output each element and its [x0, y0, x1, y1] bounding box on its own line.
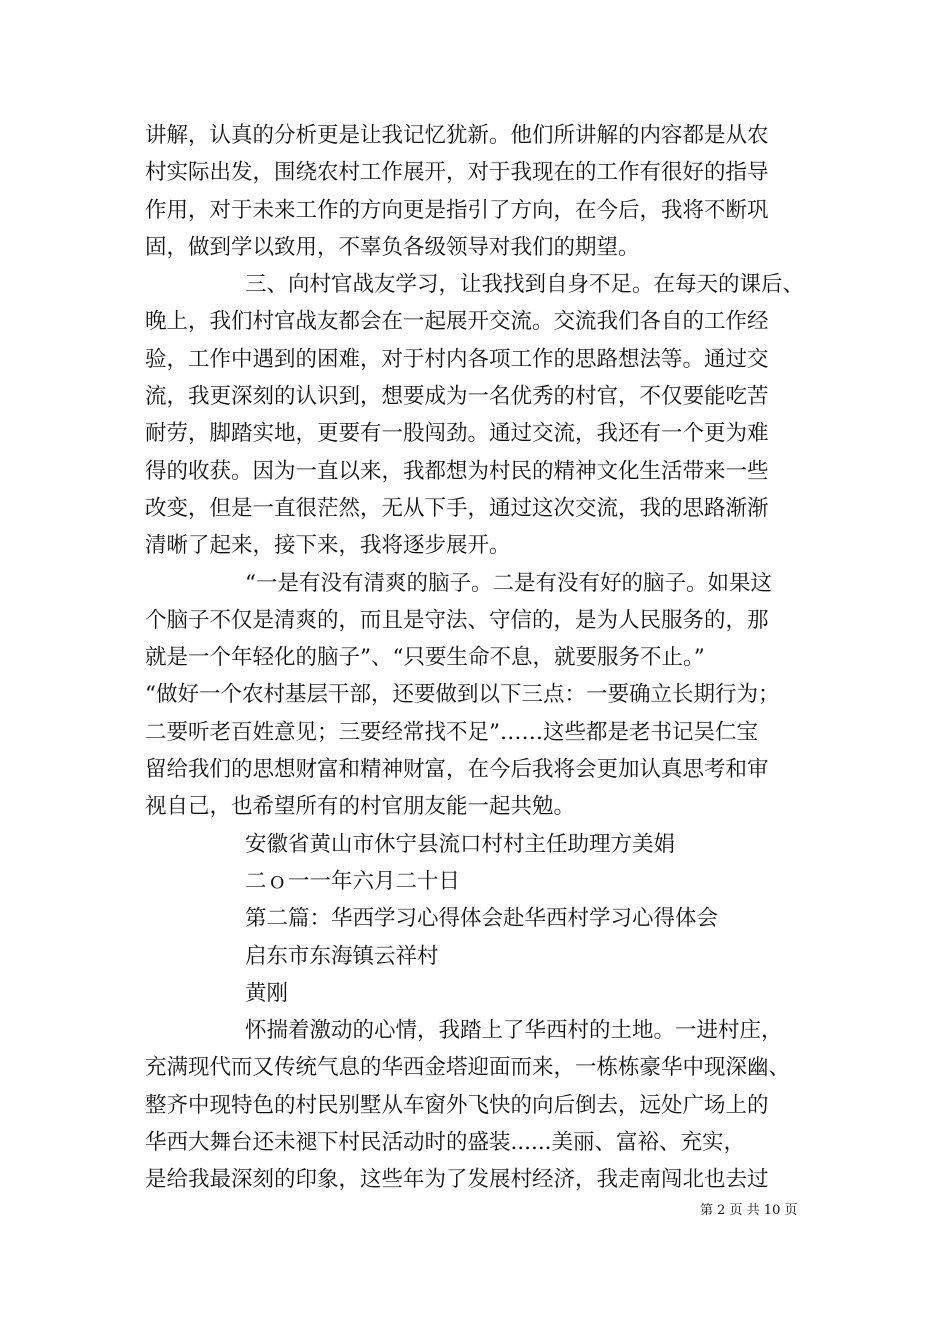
text-line: 就是一个年轻化的脑子”、“只要生命不息，就要服务不止。” — [145, 645, 705, 671]
body-text — [145, 117, 815, 1199]
text-line: 固，做到学以致用，不辜负各级领导对我们的期望。 — [145, 234, 640, 260]
second-article-affiliation: 启东市东海镇云祥村 — [245, 943, 439, 969]
text-line: 整齐中现特色的村民别墅从车窗外飞快的向后倒去，远处广场上的 — [145, 1092, 769, 1118]
text-line: 二要听老百姓意见；三要经常找不足”……这些都是老书记吴仁宝 — [145, 719, 758, 745]
author-signature: 安徽省黄山市休宁县流口村村主任助理方美娟 — [245, 831, 676, 857]
text-line: 得的收获。因为一直以来，我都想为村民的精神文化生活带来一些 — [145, 458, 769, 484]
text-line: 视自己，也希望所有的村官朋友能一起共勉。 — [145, 794, 576, 820]
text-line: 是给我最深刻的印象，这些年为了发展村经济，我走南闯北也去过 — [145, 1167, 769, 1193]
text-line: 晚上，我们村官战友都会在一起展开交流。交流我们各自的工作经 — [145, 309, 769, 335]
text-line: 作用，对于未来工作的方向更是指引了方向，在今后，我将不断巩 — [145, 197, 769, 223]
text-line: “做好一个农村基层干部，还要做到以下三点：一要确立长期行为； — [145, 682, 780, 708]
text-line: 华西大舞台还未褪下村民活动时的盛装......美丽、富裕、充实， — [145, 1130, 746, 1156]
text-line: 充满现代而又传统气息的华西金塔迎面而来，一栋栋豪华中现深幽、 — [145, 1055, 791, 1081]
page-number-footer: 第 2 页 共 10 页 — [700, 1203, 798, 1218]
text-line: 个脑子不仅是清爽的，而且是守法、守信的，是为人民服务的，那 — [145, 607, 769, 633]
second-article-author: 黄刚 — [245, 980, 289, 1006]
section-three-heading-line: 三、向村官战友学习，让我找到自身不足。在每天的课后、 — [245, 272, 805, 298]
signature-date: 二ｏ一一年六月二十日 — [245, 868, 461, 894]
text-line: 村实际出发，围绕农村工作展开，对于我现在的工作有很好的指导 — [145, 160, 769, 186]
text-line: 留给我们的思想财富和精神财富，在今后我将会更加认真思考和审 — [145, 757, 769, 783]
text-line: 清晰了起来，接下来，我将逐步展开。 — [145, 533, 511, 559]
text-line: 讲解，认真的分析更是让我记忆犹新。他们所讲解的内容都是从农 — [145, 123, 769, 148]
text-line: 耐劳，脚踏实地，更要有一股闯劲。通过交流，我还有一个更为难 — [145, 421, 769, 447]
second-article-paragraph-start: 怀揣着激动的心情，我踏上了华西村的土地。一进村庄， — [245, 1018, 783, 1044]
quote-paragraph-start: “一是有没有清爽的脑子。二是有没有好的脑子。如果这 — [245, 570, 772, 596]
text-line: 流，我更深刻的认识到，想要成为一名优秀的村官，不仅要能吃苦 — [145, 384, 769, 410]
second-article-title: 第二篇：华西学习心得体会赴华西村学习心得体会 — [245, 906, 719, 932]
text-line: 改变，但是一直很茫然，无从下手，通过这次交流，我的思路渐渐 — [145, 495, 769, 521]
text-line: 验，工作中遇到的困难，对于村内各项工作的思路想法等。通过交 — [145, 346, 769, 372]
